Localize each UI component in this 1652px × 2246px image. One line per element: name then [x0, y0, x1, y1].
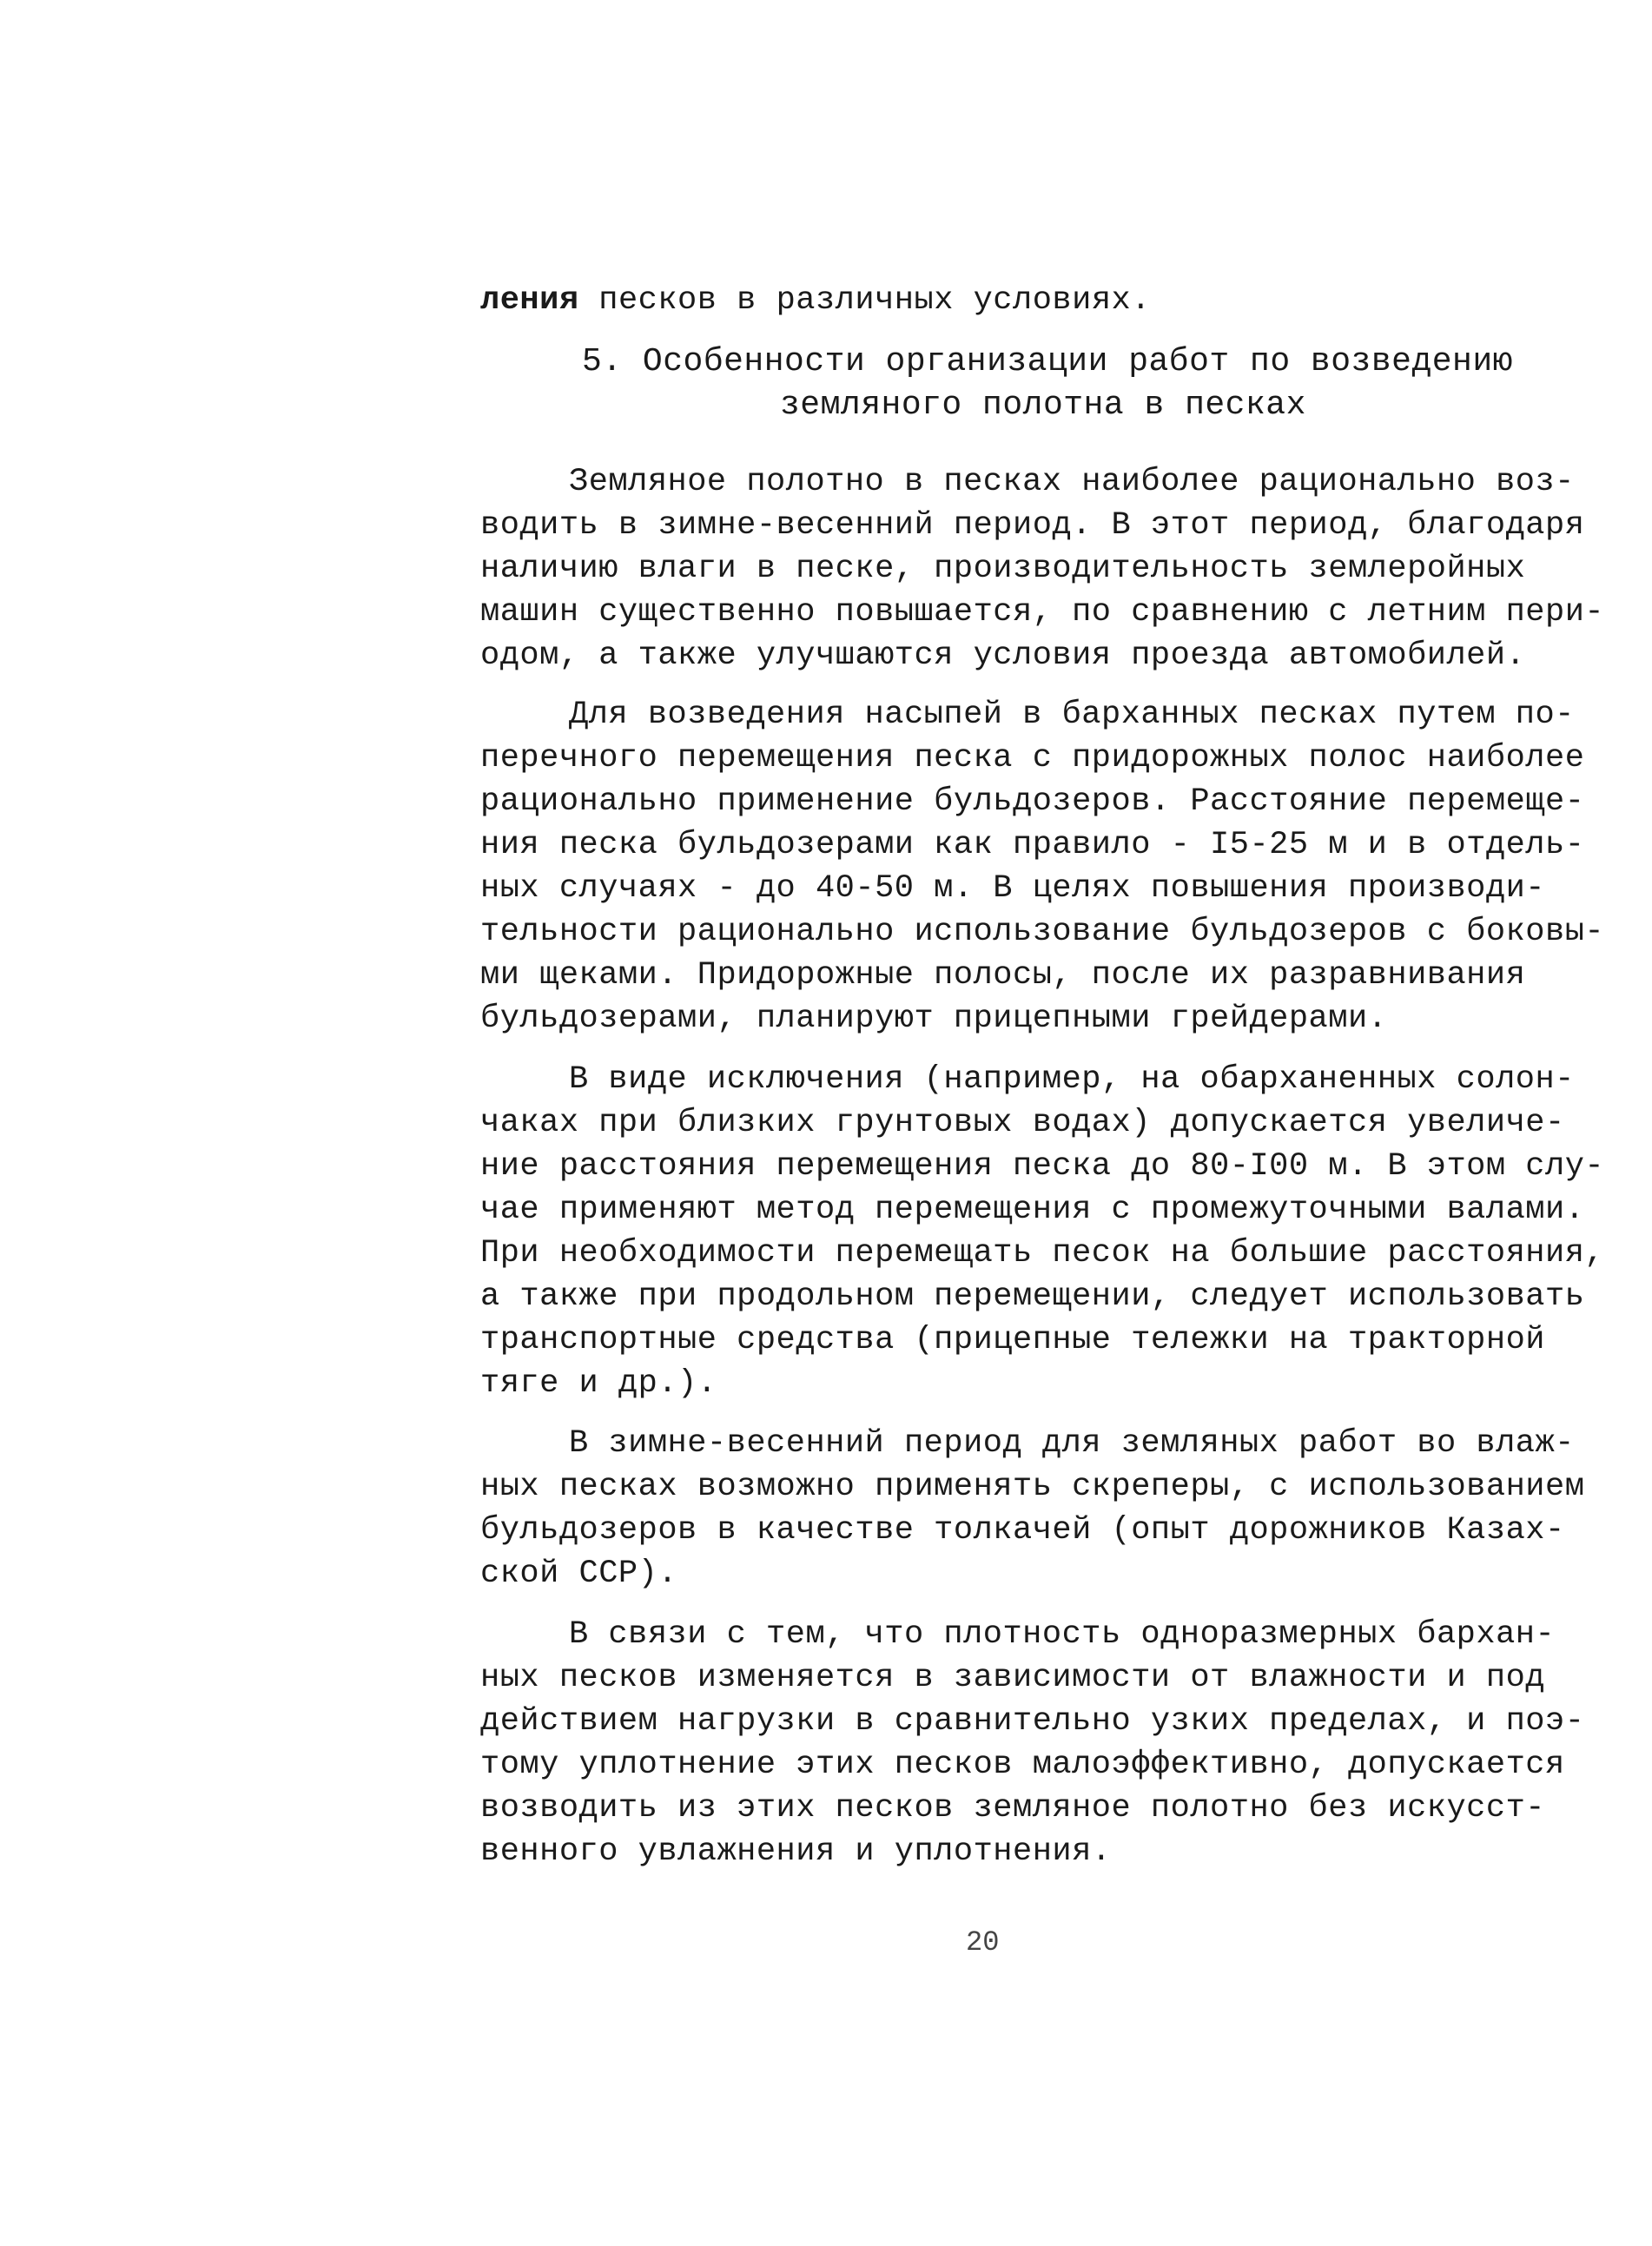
- paragraph-3-line-2: чаках при близких грунтовых водах) допускается увеличе-: [480, 1105, 1565, 1141]
- paragraph-3-line-1: В виде исключения (например, на обарханенных солон-: [569, 1061, 1575, 1098]
- paragraph-5-line-3: действием нагрузки в сравнительно узких пределах, и поэ-: [480, 1703, 1585, 1740]
- paragraph-3-line-6: а также при продольном перемещении, следует использовать: [480, 1278, 1585, 1315]
- paragraph-3-line-7: транспортные средства (прицепные тележки на тракторной: [480, 1322, 1545, 1358]
- paragraph-3-line-4: чае применяют метод перемещения с промежуточными валами.: [480, 1192, 1585, 1228]
- paragraph-5-line-6: венного увлажнения и уплотнения.: [480, 1833, 1112, 1870]
- paragraph-4-line-2: ных песках возможно применять скреперы, с использованием: [480, 1469, 1585, 1505]
- paragraph-2-line-7: ми щеками. Придорожные полосы, после их разравнивания: [480, 957, 1526, 994]
- paragraph-1-line-1: Земляное полотно в песках наиболее рационально воз-: [569, 464, 1575, 500]
- paragraph-5-line-4: тому уплотнение этих песков малоэффективно, допускается: [480, 1747, 1565, 1783]
- paragraph-2-line-1: Для возведения насыпей в барханных песках путем по-: [569, 697, 1575, 733]
- paragraph-5-line-5: возводить из этих песков земляное полотно без искусст-: [480, 1790, 1545, 1827]
- paragraph-2-line-4: ния песка бульдозерами как правило - I5-25 м и в отдель-: [480, 827, 1585, 863]
- paragraph-3-line-3: ние расстояния перемещения песка до 80-I00 м. В этом слу-: [480, 1148, 1605, 1185]
- paragraph-2-line-8: бульдозерами, планируют прицепными грейдерами.: [480, 1001, 1388, 1037]
- continuation-fragment: ления: [480, 282, 579, 319]
- continuation-rest: песков в различных условиях.: [578, 282, 1151, 319]
- paragraph-4-line-1: В зимне-весенний период для земляных работ во влаж-: [569, 1425, 1575, 1462]
- section-heading-line-2: земляного полотна в песках: [780, 386, 1306, 424]
- paragraph-3-line-8: тяге и др.).: [480, 1365, 717, 1402]
- paragraph-2-line-3: рационально применение бульдозеров. Расстояние перемеще-: [480, 783, 1585, 820]
- paragraph-1-line-3: наличию влаги в песке, производительность землеройных: [480, 551, 1526, 587]
- section-heading-line-1: 5. Особенности организации работ по возведению: [582, 343, 1513, 380]
- paragraph-4-line-3: бульдозеров в качестве толкачей (опыт дорожников Казах-: [480, 1512, 1565, 1549]
- paragraph-3-line-5: При необходимости перемещать песок на большие расстояния,: [480, 1235, 1605, 1272]
- paragraph-2-line-6: тельности рационально использование бульдозеров с боковы-: [480, 914, 1605, 950]
- page-number: 20: [966, 1926, 1000, 1959]
- paragraph-5-line-2: ных песков изменяется в зависимости от влажности и под: [480, 1660, 1545, 1696]
- paragraph-2-line-5: ных случаях - до 40-50 м. В целях повышения производи-: [480, 870, 1545, 907]
- paragraph-2-line-2: перечного перемещения песка с придорожных полос наиболее: [480, 740, 1585, 776]
- paragraph-1-line-5: одом, а также улучшаются условия проезда автомобилей.: [480, 637, 1526, 674]
- paragraph-1-line-4: машин существенно повышается, по сравнению с летним пери-: [480, 594, 1605, 631]
- continuation-line: [480, 279, 1151, 322]
- paragraph-4-line-4: ской ССР).: [480, 1556, 678, 1592]
- paragraph-5-line-1: В связи с тем, что плотность одноразмерных бархан-: [569, 1616, 1556, 1653]
- paragraph-1-line-2: водить в зимне-весенний период. В этот период, благодаря: [480, 507, 1585, 544]
